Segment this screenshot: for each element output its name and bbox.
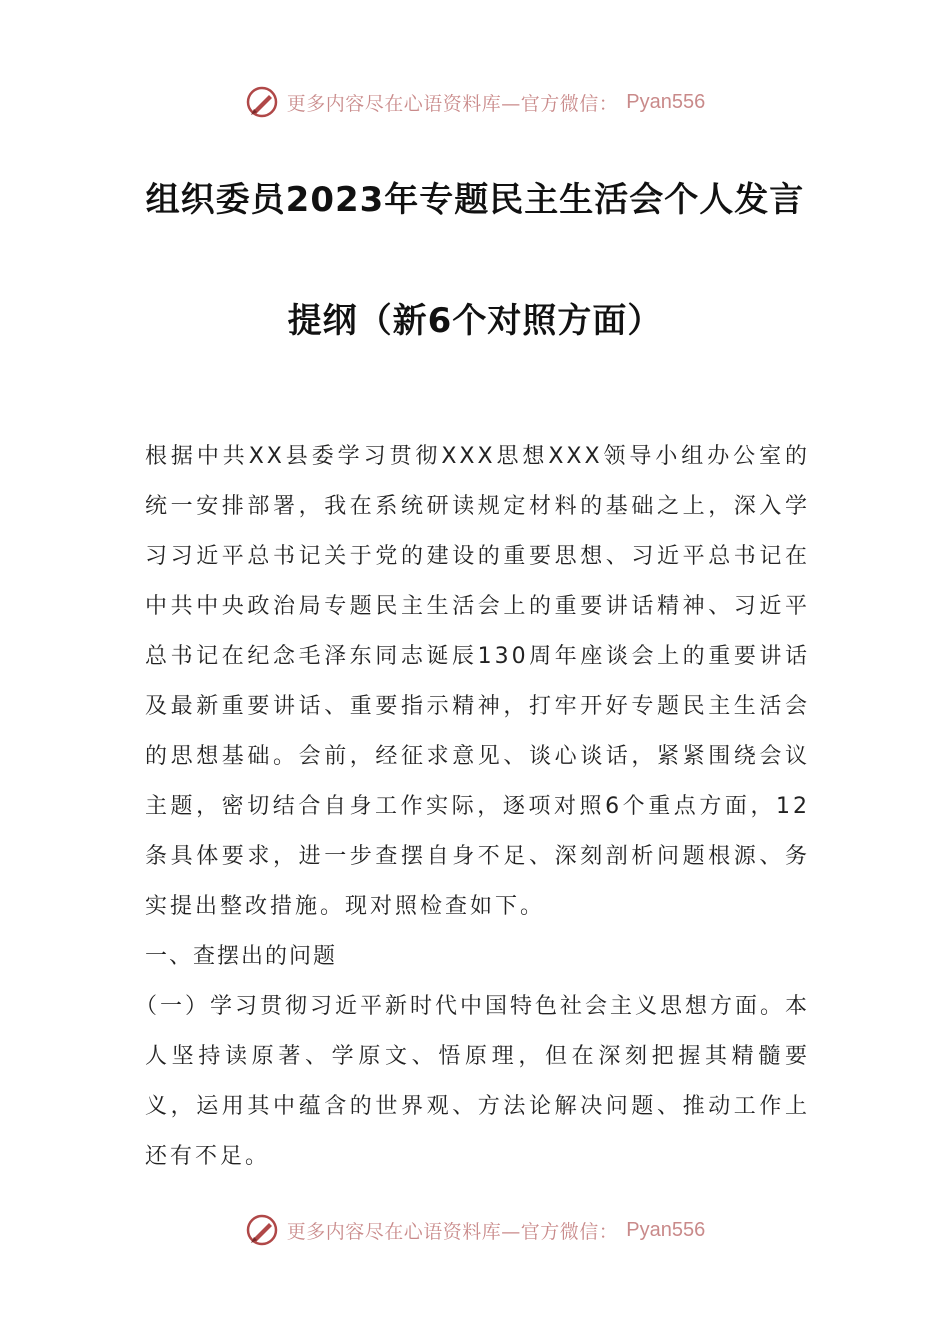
document-body [135,432,811,1182]
watermark-text: 更多内容尽在心语资料库—官方微信： [286,92,619,115]
pen-logo-icon [245,1213,279,1247]
intro-paragraph: 根据中共XX县委学习贯彻XXX思想XXX领导小组办公室的统一安排部署，我在系统研读规定材料的基础之上，深入学习习近平总书记关于党的建设的重要思想、习近平总书记在中共中央政治局专题民主生活会上的重要讲话精神、习近平总书记在纪念毛泽东同志诞辰130周年座谈会上的重要讲话及最新重要讲话、重要指示精神，打牢开好专题民主生活会的思想基础。会前，经征求意见、谈心谈话，紧紧围绕会议主题，密切结合自身工作实际，逐项对照6个重点方面，12条具体要求，进一步查摆自身不足、深刻剖析问题根源、务实提出整改措施。现对照检查如下。 [145,444,810,919]
document-title-line2: 提纲（新6个对照方面） [287,301,663,341]
watermark-footer [0,1210,950,1250]
subsection-paragraph: （一）学习贯彻习近平新时代中国特色社会主义思想方面。本人坚持读原著、学原文、悟原理，但在深刻把握其精髓要义，运用其中蕴含的世界观、方法论解决问题、推动工作上还有不足。 [135,994,811,1169]
watermark-wechat-id: Pyan556 [626,90,706,113]
pen-logo-icon [245,85,279,119]
watermark-text: 更多内容尽在心语资料库—官方微信： [286,1220,619,1243]
document-title-line1: 组织委员2023年专题民主生活会个人发言 [145,180,805,220]
watermark-wechat-id: Pyan556 [626,1218,706,1241]
watermark-header [0,82,950,122]
section-heading: 一、查摆出的问题 [145,944,338,969]
